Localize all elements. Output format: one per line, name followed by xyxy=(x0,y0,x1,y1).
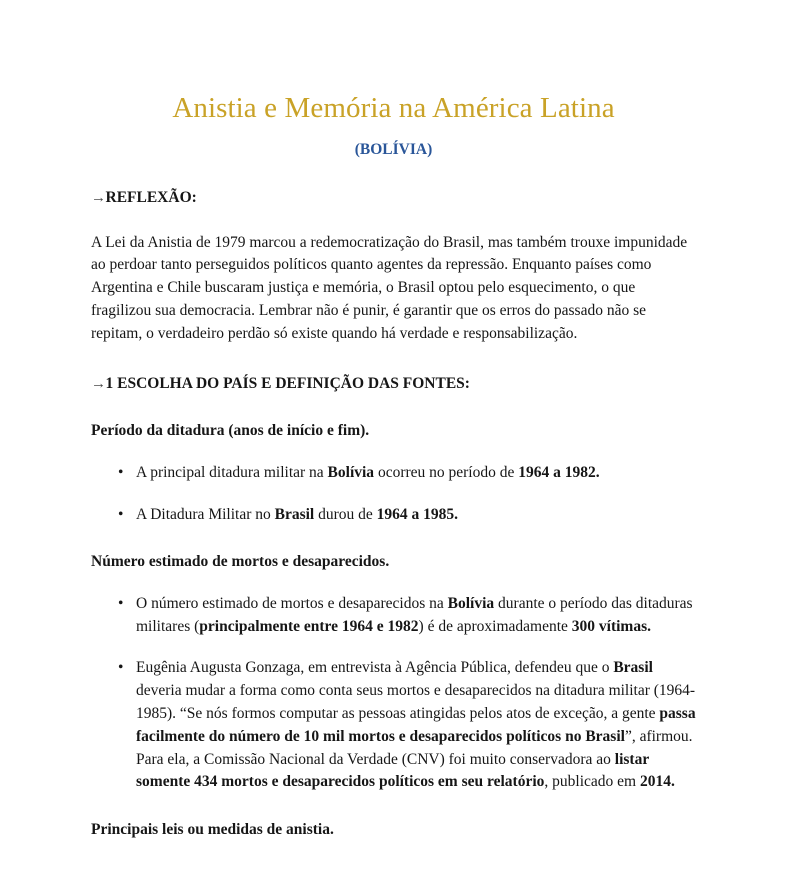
bullet-icon: • xyxy=(118,659,124,677)
list-item-bold-a: Bolívia xyxy=(327,463,375,481)
list-item-text-c: ”, afirmou. Para ela, a Comissão Nacional da Verdade (CNV) foi muito conservadora ao xyxy=(136,727,693,768)
list-item-text-a: A Ditadura Militar no xyxy=(136,505,275,523)
paragraph-reflexao xyxy=(91,210,696,346)
list-item-text-b: durante o período das ditaduras militares ( xyxy=(136,594,693,635)
list-item-text-b: ocorreu no período de xyxy=(374,463,519,481)
document-content xyxy=(91,0,696,842)
sub-heading-leis: Principais leis ou medidas de anistia. xyxy=(91,821,334,839)
list-item-bold-a: Bolívia xyxy=(447,594,495,612)
list-item-bold-b: 1964 a 1985. xyxy=(376,505,459,523)
sub-heading-numero: Número estimado de mortos e desaparecidos. xyxy=(91,553,390,571)
list-item-bold-b: principalmente entre 1964 e 1982 xyxy=(199,617,419,635)
page-title: Anistia e Memória na América Latina xyxy=(172,92,615,124)
bullet-icon: • xyxy=(118,505,124,523)
page-subtitle: (BOLÍVIA) xyxy=(354,141,433,159)
list-item-text-a: Eugênia Augusta Gonzaga, em entrevista à Agência Pública, defendeu que o xyxy=(136,659,614,677)
list-item xyxy=(91,485,696,527)
list-item-text-d: , publicado em xyxy=(544,773,640,791)
bullet-list-numero xyxy=(91,574,696,794)
list-item-text-c: ) é de aproximadamente xyxy=(418,617,572,635)
list-item-bold-b: passa facilmente do número de 10 mil mortos e desaparecidos políticos no Brasil xyxy=(136,704,696,745)
list-item-bold-a: Brasil xyxy=(613,659,653,677)
list-item-text-a: A principal ditadura militar na xyxy=(136,463,328,481)
list-item-text-b: durou de xyxy=(314,505,377,523)
list-item-bold-d: 2014. xyxy=(639,773,675,791)
section-heading-escolha xyxy=(91,346,696,396)
list-item-text-a: O número estimado de mortos e desaparecidos na xyxy=(136,594,448,612)
section-heading-escolha-label: 1 ESCOLHA DO PAÍS E DEFINIÇÃO DAS FONTES: xyxy=(105,374,470,392)
list-item xyxy=(91,574,696,639)
bullet-list-periodo xyxy=(91,443,696,527)
list-item-bold-a: Brasil xyxy=(274,505,315,523)
arrow-icon: → xyxy=(91,375,106,392)
arrow-icon: → xyxy=(91,189,106,206)
list-item-bold-b: 1964 a 1982. xyxy=(518,463,600,481)
sub-heading-periodo: Período da ditadura (anos de início e fim). xyxy=(91,422,370,440)
list-item xyxy=(91,638,696,794)
list-item-bold-c: listar somente 434 mortos e desaparecidos políticos em seu relatório xyxy=(136,750,649,791)
section-heading-reflexao-label: REFLEXÃO: xyxy=(105,188,197,206)
section-heading-reflexao xyxy=(91,160,696,210)
list-item xyxy=(91,443,696,485)
list-item-text-b: deveria mudar a forma como conta seus mortos e desaparecidos na ditadura militar (1964-1985). “Se nós formos computar as pessoas atingidas pelos atos de exceção, a gente xyxy=(136,682,696,722)
list-item-bold-c: 300 vítimas. xyxy=(571,617,651,635)
bullet-icon: • xyxy=(118,594,124,612)
bullet-icon: • xyxy=(118,463,124,481)
paragraph-reflexao-text: A Lei da Anistia de 1979 marcou a redemocratização do Brasil, mas também trouxe impunidade ao perdoar tanto perseguidos políticos quanto agentes da repressão. Enquanto países como Argentina e Chile buscaram justiça e memória, o Brasil optou pelo esquecimento, o que fragilizou sua democracia. Lembrar não é punir, é garantir que os erros do passado não se repitam, o verdadeiro perdão só existe quando há verdade e responsabilização. xyxy=(91,233,688,342)
